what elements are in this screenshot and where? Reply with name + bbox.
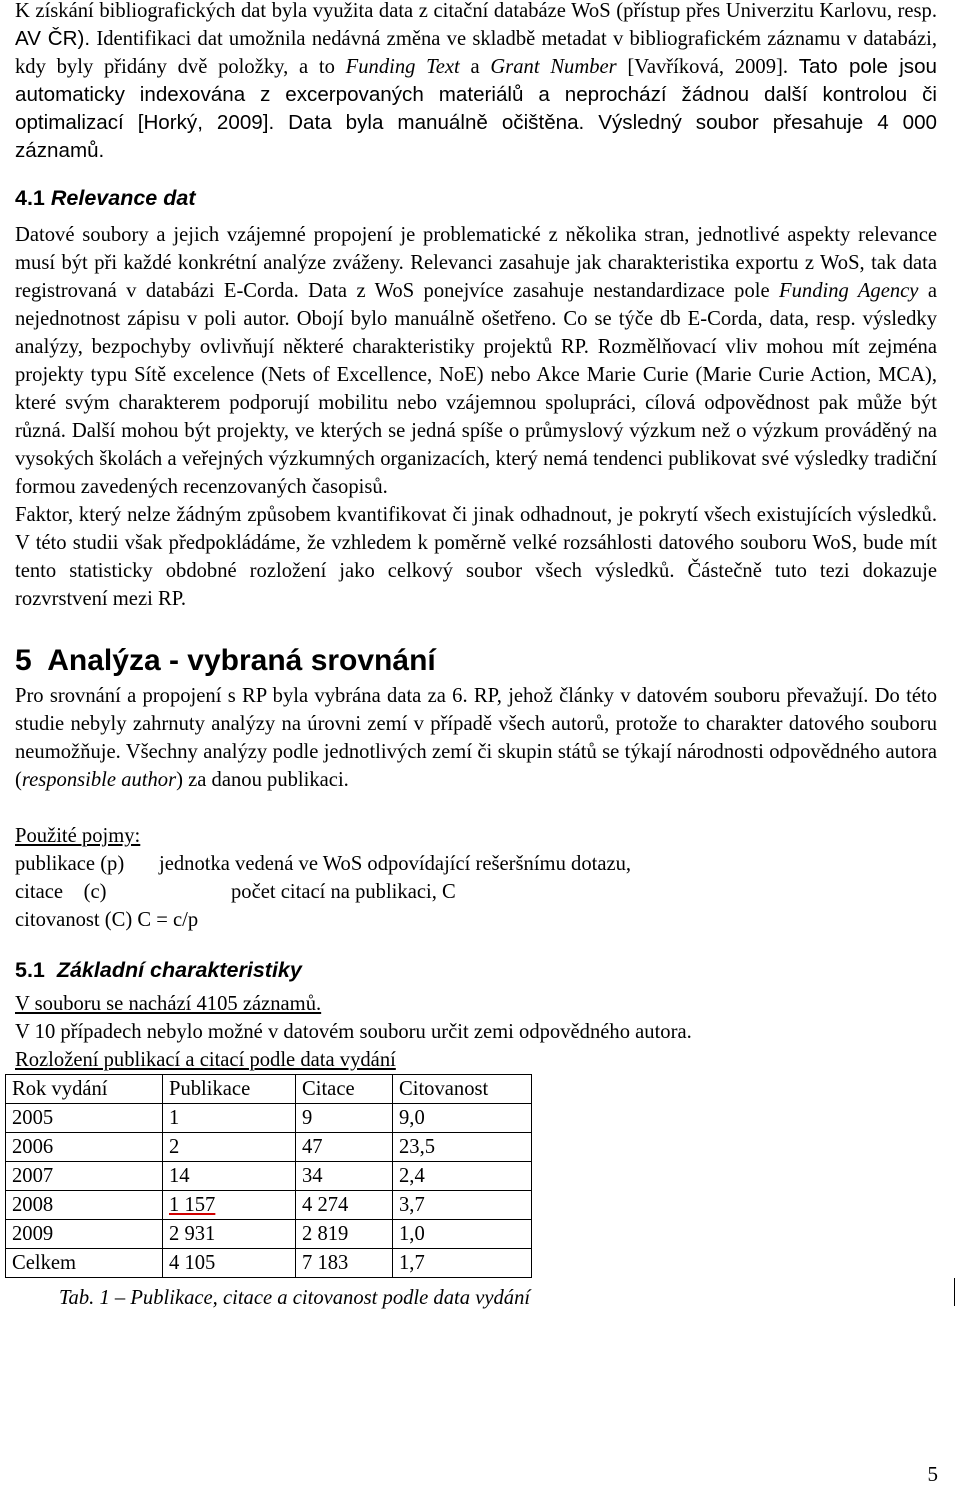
relevance-paragraph-2: Faktor, který nelze žádným způsobem kvantifikovat či jinak odhadnout, je pokrytí všech existujících výsledků. V této studii však předpokládáme, že vzhledem k poměrně velké rozsáhlosti datového souboru WoS, bude mít tento statisticky obdobné rozložení jako celkový soubor všech výsledků. Částečně tuto tezi dokazuje rozvrstvení mezi RP.	[15, 504, 937, 610]
table-cell: 2006	[6, 1133, 163, 1162]
table-cell: 2009	[6, 1220, 163, 1249]
relevance-paragraph-1: Datové soubory a jejich vzájemné propojení je problematické z několika stran, jednotlivé aspekty relevance musí být při každé konkrétní analýze zváženy. Relevanci zasahuje jak charakteristika exportu z WoS, tak data registrovaná v databázi E-Corda. Data z WoS ponejvíce zasahuje nestandardizace pole Funding Agency a nejednotnost zápisu v poli autor. Obojí bylo manuálně ošetřeno. Co se týče db E-Corda, data, resp. výsledky analýzy, bezpochyby ovlivňují některé charakteristiky projektů RP. Rozmělňovací vliv mohou mít zejména projekty typu Sítě excelence (Nets of Excellence, NoE) nebo Akce Marie Curie (Marie Curie Action, MCA), které svým charakterem podporují mobilitu nebo vzájemnou spolupráci, cílová odpovědnost pak může být různá. Další mohou být projekty, ve kterých se jedná spíše o průmyslový výzkum než o výzkum prováděný na vysokých školách a veřejných výzkumných organizacích, který nemá tendenci publikovat své výsledky tradiční formou zavedených recenzovaných časopisů.	[15, 224, 937, 498]
table-cell: 2005	[6, 1104, 163, 1133]
table-cell: 4 105	[163, 1249, 296, 1278]
table-cell: 14	[163, 1162, 296, 1191]
table-cell: 3,7	[393, 1191, 532, 1220]
table-cell: 2,4	[393, 1162, 532, 1191]
table-cell: 4 274	[296, 1191, 393, 1220]
table-title: Rozložení publikací a citací podle data vydání	[15, 1049, 396, 1071]
table-row	[6, 1133, 532, 1162]
intro-paragraph: K získání bibliografických dat byla využita data z citační databáze WoS (přístup přes Univerzitu Karlovu, resp. AV ČR). Identifikaci dat umožnila nedávná změna ve skladbě metadat v bibliografickém záznamu v databázi, kdy byly přidány dvě položky, a to Funding Text a Grant Number [Vavříková, 2009]. Tato pole jsou automaticky indexována z excerpovaných materiálů a neprochází žádnou další kontrolou či optimalizací [Horký, 2009]. Data byla manuálně očištěna. Výsledný soubor přesahuje 4 000 záznamů.	[15, 0, 938, 162]
table-row	[6, 1104, 532, 1133]
table-caption: Tab. 1 – Publikace, citace a citovanost podle data vydání	[59, 1287, 531, 1309]
page-content	[12, 0, 938, 1312]
analysis-paragraph: Pro srovnání a propojení s RP byla vybrána data za 6. RP, jehož články v datovém souboru převažují. Do této studie nebyly zahrnuty analýzy na úrovni zemí v případě všech autorů, protože to charakter datového souboru neumožňuje. Všechny analýzy podle jednotlivých zemí či skupin států se týkají národnosti odpovědného autora (responsible author) za danou publikaci.	[15, 685, 937, 791]
table-header-row	[6, 1075, 532, 1104]
term-row: citace (c) počet citací na publikaci, C	[15, 881, 456, 903]
change-bar	[954, 1278, 955, 1306]
table-total-row	[6, 1249, 532, 1278]
table-cell: 1,7	[393, 1249, 532, 1278]
table-cell: 9	[296, 1104, 393, 1133]
table-cell: Celkem	[6, 1249, 163, 1278]
table-cell: 2007	[6, 1162, 163, 1191]
publications-table	[5, 1074, 532, 1278]
unknown-country-line: V 10 případech nebylo možné v datovém souboru určit zemi odpovědného autora.	[15, 1021, 692, 1043]
terms-heading: Použité pojmy:	[15, 825, 141, 847]
table-cell: 2008	[6, 1191, 163, 1220]
records-count-line: V souboru se nachází 4105 záznamů.	[15, 993, 322, 1015]
page-number: 5	[927, 1462, 938, 1486]
table-cell: 34	[296, 1162, 393, 1191]
table-cell: 2	[163, 1133, 296, 1162]
table-cell: 1 157	[163, 1191, 296, 1220]
table-cell: 7 183	[296, 1249, 393, 1278]
term-row: publikace (p) jednotka vedená ve WoS odpovídající rešeršnímu dotazu,	[15, 853, 632, 875]
table-cell: 47	[296, 1133, 393, 1162]
table-cell: 9,0	[393, 1104, 532, 1133]
terms-list	[15, 850, 937, 934]
table-row	[6, 1220, 532, 1249]
section-heading-5: 5 Analýza - vybraná srovnání	[15, 644, 436, 677]
table-header-cell: Publikace	[163, 1075, 296, 1104]
table-header-cell: Citovanost	[393, 1075, 532, 1104]
table-cell: 23,5	[393, 1133, 532, 1162]
table-cell: 2 931	[163, 1220, 296, 1249]
section-heading-5-1: 5.1 Základní charakteristiky	[15, 958, 302, 982]
table-header-cell: Citace	[296, 1075, 393, 1104]
table-cell: 2 819	[296, 1220, 393, 1249]
table-header-cell: Rok vydání	[6, 1075, 163, 1104]
table-cell: 1,0	[393, 1220, 532, 1249]
term-row: citovanost (C) C = c/p	[15, 909, 199, 931]
table-cell: 1	[163, 1104, 296, 1133]
table-row	[6, 1162, 532, 1191]
section-heading-4-1: 4.1 Relevance dat	[15, 186, 196, 210]
table-row	[6, 1191, 532, 1220]
